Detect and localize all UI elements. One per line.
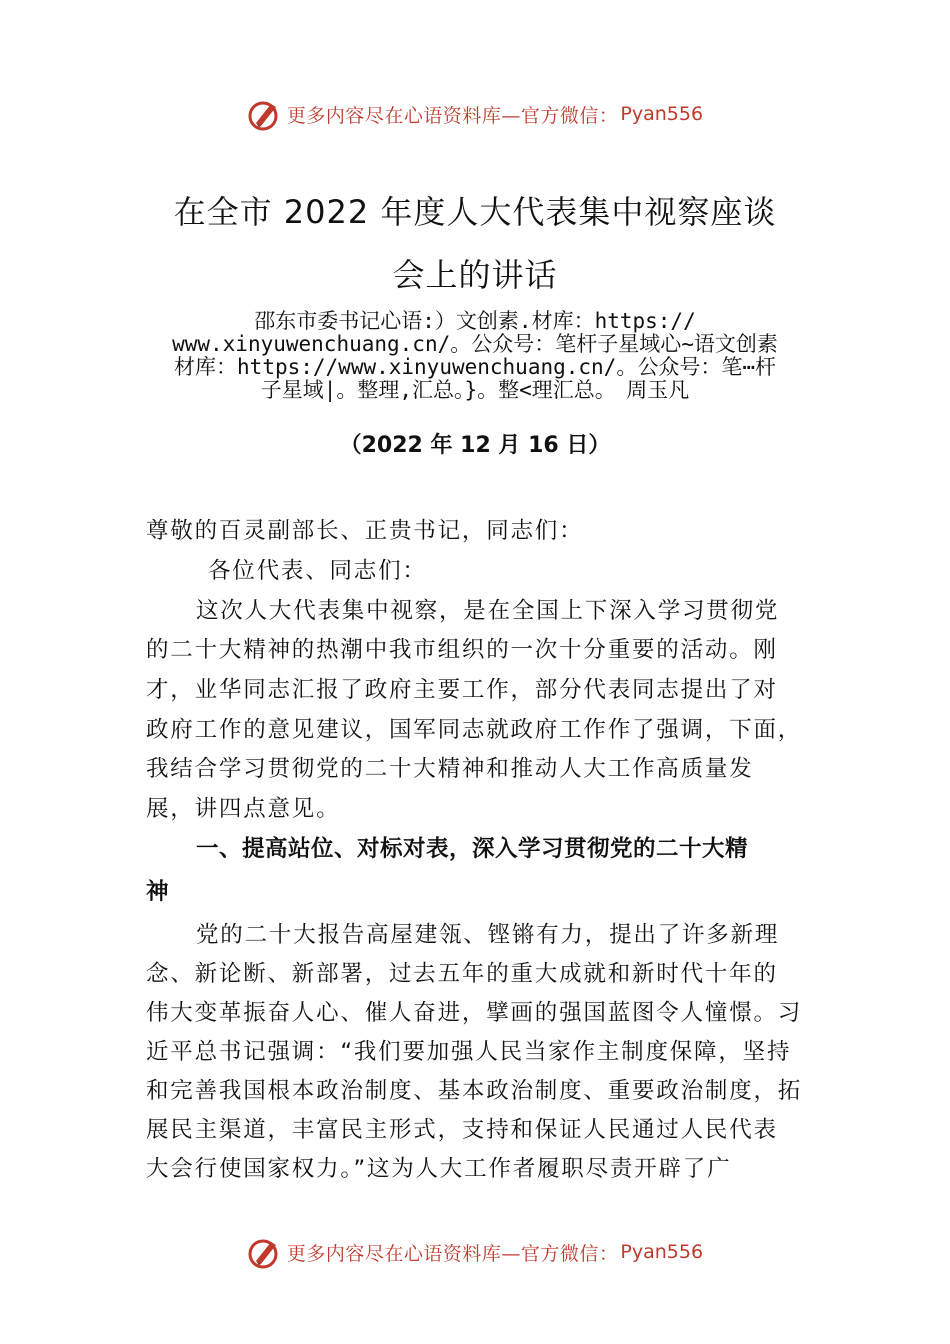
paragraph-line: 的二十大精神的热潮中我市组织的一次十分重要的活动。刚	[146, 637, 778, 663]
paragraph-line: 党的二十大报告高屋建瓴、铿锵有力，提出了许多新理	[196, 922, 780, 948]
paragraph-line: 伟大变革振奋人心、催人奋进，擘画的强国蓝图令人憧憬。习	[146, 1000, 803, 1026]
paragraph-line: 展，讲四点意见。	[146, 796, 341, 822]
banner-wechat-id: Pyan556	[620, 1241, 704, 1263]
document-title-line-2: 会上的讲话	[392, 256, 558, 294]
banner-text: 更多内容尽在心语资料库—官方微信：	[286, 104, 619, 127]
byline-line: www.xinyuwenchuang.cn/。公众号：笔杆子星域心~语文创素	[172, 332, 778, 356]
paragraph-line: 这次人大代表集中视察，是在全国上下深入学习贯彻党	[196, 598, 780, 624]
footer-banner	[0, 1232, 950, 1272]
paragraph-line: 和完善我国根本政治制度、基本政治制度、重要政治制度，拓	[146, 1078, 803, 1104]
document-title-line-1: 在全市 2022 年度人大代表集中视察座谈	[173, 193, 777, 231]
pen-circle-logo-icon	[247, 1234, 283, 1270]
pen-circle-logo-icon	[247, 96, 283, 132]
banner-wechat-id: Pyan556	[620, 103, 704, 125]
paragraph-line: 才，业华同志汇报了政府主要工作，部分代表同志提出了对	[146, 677, 778, 703]
salutation: 尊敬的百灵副部长、正贵书记，同志们：	[146, 518, 584, 544]
section-heading-1-cont: 神	[146, 879, 170, 905]
speech-date: （2022 年 12 月 16 日）	[339, 433, 611, 458]
greeting: 各位代表、同志们：	[208, 558, 427, 584]
paragraph-line: 念、新论断、新部署，过去五年的重大成就和新时代十年的	[146, 961, 778, 987]
header-banner	[0, 94, 950, 134]
section-heading-1: 一、提高站位、对标对表，深入学习贯彻党的二十大精	[196, 836, 749, 862]
paragraph-line: 展民主渠道，丰富民主形式，支持和保证人民通过人民代表	[146, 1117, 778, 1143]
byline-line: 子星域|。整理,汇总。}。整<理汇总。 周玉凡	[260, 378, 690, 402]
paragraph-line: 大会行使国家权力。”这为人大工作者履职尽责开辟了广	[146, 1156, 732, 1182]
banner-text: 更多内容尽在心语资料库—官方微信：	[286, 1242, 619, 1265]
byline	[130, 310, 820, 402]
paragraph-line: 政府工作的意见建议，国军同志就政府工作作了强调，下面，	[146, 717, 803, 743]
byline-line: 邵东市委书记心语:）文创素.材库：https://	[254, 309, 696, 333]
paragraph-line: 我结合学习贯彻党的二十大精神和推动人大工作高质量发	[146, 756, 754, 782]
byline-line: 材库：https://www.xinyuwenchuang.cn/。公众号：笔⋯杆	[174, 355, 776, 379]
paragraph-line: 近平总书记强调：“我们要加强人民当家作主制度保障，坚持	[146, 1039, 792, 1065]
